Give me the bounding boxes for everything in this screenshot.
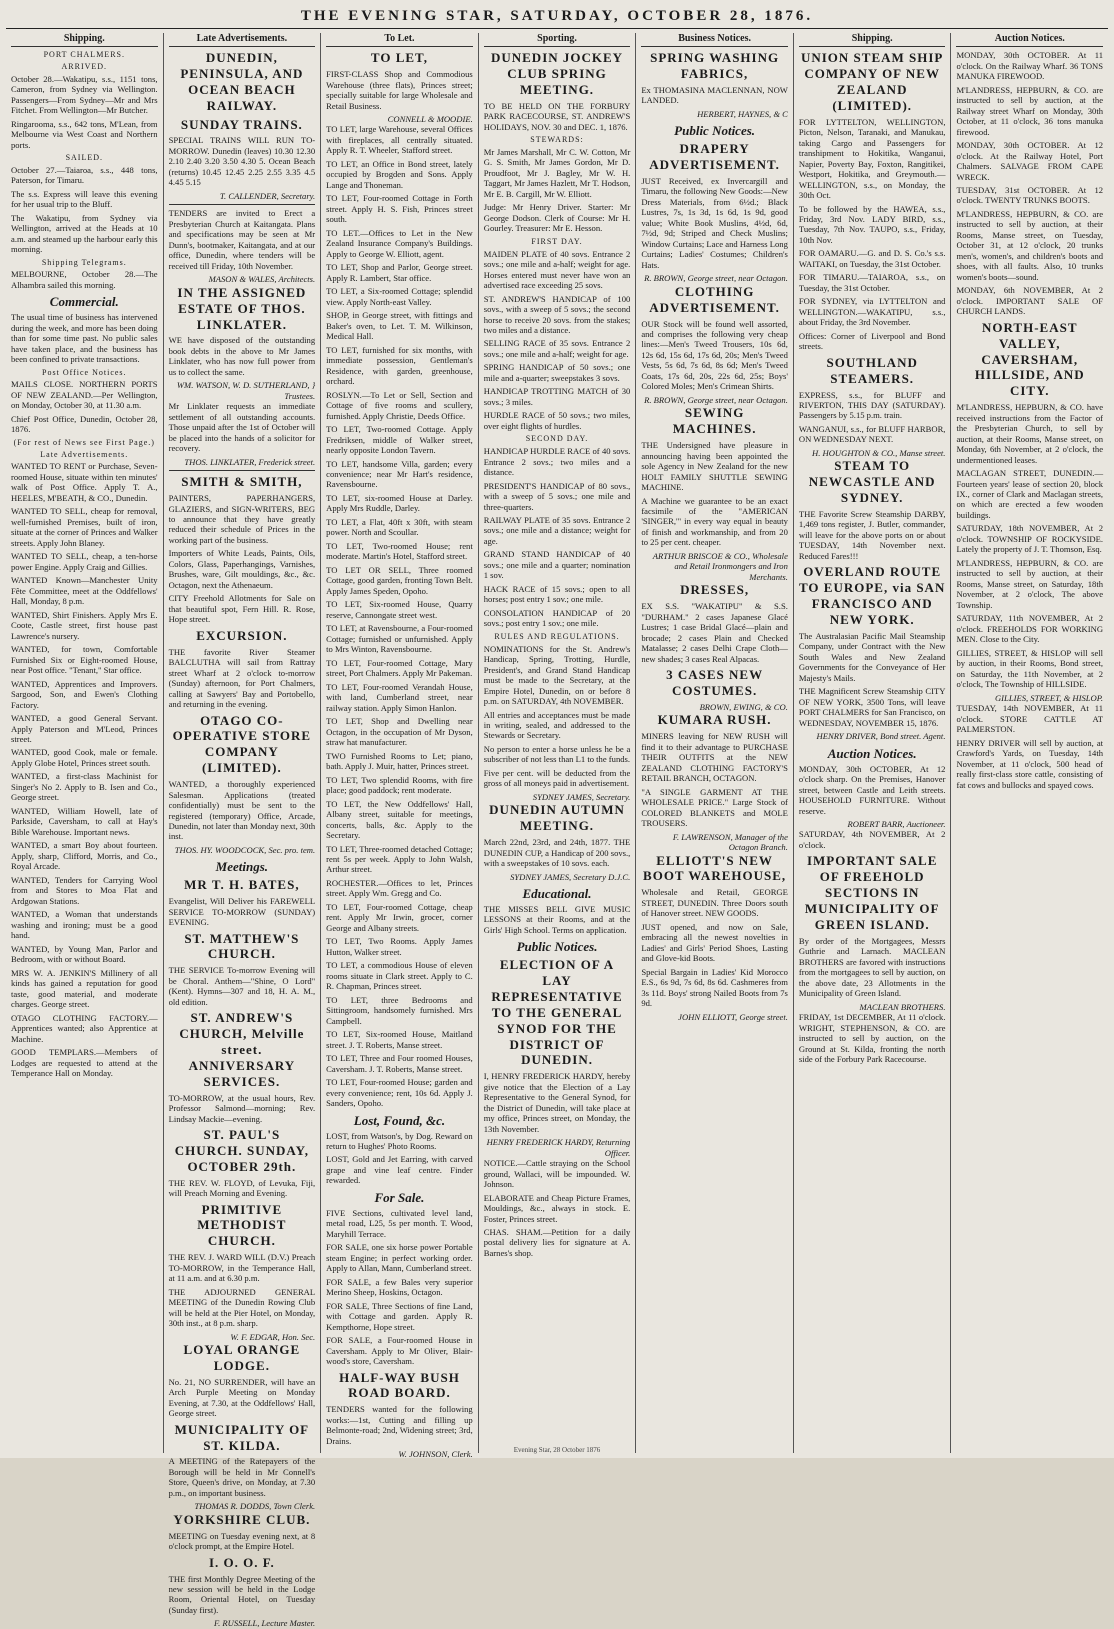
column-heading: Late Advertisements. (169, 33, 316, 47)
advert-text: TO LET OR SELL, Three roomed Cottage, good garden, fronting Town Belt. Apply James Speden, Opoho. (326, 564, 473, 596)
advert-text: TO LET, Six-roomed House, Quarry reserve, Cannongate street west. (326, 599, 473, 620)
advert-text: FOR SALE, a Four-roomed House in Caversham. Apply to Mr Oliver, Blair-wood's store, Caversham. (326, 1335, 473, 1367)
advert-headline-block (169, 474, 316, 490)
column-3 (321, 33, 479, 1460)
section-heading: Public Notices. (516, 939, 598, 955)
advert-text: HANDICAP TROTTING MATCH of 30 sovs.; 3 miles. (483, 386, 631, 407)
advert-text: THE ADJOURNED GENERAL MEETING of the Dunedin Rowing Club will be held at the Pier Hotel, on Monday, 30th inst., at 8 p.m. sharp. (168, 1286, 316, 1329)
advert-text: TENDERS wanted for the following works:—1st, Cutting and filling up Belmonte-road; 2nd, Widening street; 3rd, Drains. (326, 1404, 473, 1446)
advert-text: THE first Monthly Degree Meeting of the new session will be held in the Lodge Room, Oriental Hotel, on Tuesday (Sunday first). (168, 1573, 316, 1615)
advert-headline-block (641, 667, 788, 699)
advert-signature: W. JOHNSON, Clerk. (398, 1449, 473, 1460)
advert-text: A MEETING of the Ratepayers of the Borough will be held in Mr Connell's Store, Queen's drive, on Monday, at 7.30 p.m., on important business. (168, 1456, 316, 1498)
advert-text: SPRING HANDICAP of 50 sovs.; one mile and a-quarter; sweepstakes 3 sovs. (483, 362, 631, 383)
masthead-title: THE EVENING STAR, SATURDAY, OCTOBER 28, 1876. (300, 7, 814, 24)
advert-text: ROSLYN.—To Let or Sell, Section and Cottage of five rooms and scullery, furnished. Apply Christie, Deeds Office. (326, 389, 473, 421)
advert-text: Chief Post Office, Dunedin, October 28, 1876. (11, 413, 158, 435)
advert-headline: ELECTION OF A LAY REPRESENTATIVE TO THE GENERAL SYNOD FOR THE DISTRICT OF DUNEDIN. (491, 957, 623, 1068)
advert-signature: H. HOUGHTON & CO., Manse street. (812, 447, 946, 458)
advert-text: SPECIAL TRAINS WILL RUN TO-MORROW. Dunedin (leaves) 10.30 12.30 2.10 2.40 3.20 3.50 4.30 5. Ocean Beach (returns) 10.45 12.45 2.25 2.55 3.35 4.5 4.45 5.15 (168, 135, 316, 188)
subheading: (For rest of News see First Page.) (13, 437, 155, 447)
advert-headline-block (641, 582, 788, 598)
advert-text: TO LET, Four-roomed Cottage, Mary street, Port Chalmers. Apply Mr Pakeman. (326, 657, 473, 679)
advert-signature: R. BROWN, George street, near Octagon. (644, 273, 788, 284)
advert-text: THE REV. W. FLOYD, of Levuka, Fiji, will Preach Morning and Evening. (168, 1177, 316, 1199)
advert-text: WANTED, a thoroughly experienced Salesman. Applications (treated confidentially) must be sent to the registered (temporary) Office, Arcade, Dunedin, not later than Monday next, 30th inst. (168, 779, 316, 842)
subheading: PORT CHALMERS. (43, 50, 125, 60)
advert-text: October 28.—Wakatipu, s.s., 1151 tons, Cameron, from Sydney via Wellington. Passengers—From Sydney—Mr and Mrs Fitchet. From Wellington—Mr Butcher. (11, 73, 158, 116)
advert-text: TO LET, Two-roomed House; rent moderate. Martin's Hotel, Stafford street. (326, 540, 473, 562)
advert-text: M'LANDRESS, HEPBURN, & CO. are instructed to sell by auction, at their Rooms, Manse street, on Saturday, 18th November, at 2 o'clock, The above Township. (956, 557, 1104, 610)
advert-text: EX S.S. "WAKATIPU" & S.S. "DURHAM." 2 cases Japanese Glacé Lustres; 1 case Bridal Glacé—plain and brocade; 2 cases Plain and Checked Matalasse; 2 cases Delhi Crape Cloth—new shades; 3 cases Real Alpacas. (641, 601, 788, 664)
advert-headline-block (641, 141, 788, 173)
advert-text: WANTED, Tenders for Carrying Wool from and Stores to Moa Flat and Ardgowan Stations. (11, 874, 158, 906)
advert-text: WANTED TO RENT or Purchase, Seven-roomed House, situate within ten minutes' walk of Post Office. Apply T. A., HEELES, M'BEATH, & CO., Dunedin. (11, 461, 158, 503)
column-7 (951, 33, 1108, 1453)
section-heading: For Sale. (374, 1189, 425, 1205)
advert-text: GOOD TEMPLARS.—Members of Lodges are requested to attend at the Temperance Hall on Monday. (11, 1047, 158, 1079)
advert-text: HANDICAP HURDLE RACE of 40 sovs. Entrance 2 sovs.; two miles and a distance. (483, 446, 631, 478)
advert-headline-block (641, 50, 788, 82)
advert-text: TO LET, Two Rooms. Apply James Hutton, Walker street. (326, 936, 473, 957)
advert-headline-block (799, 50, 946, 113)
advert-text: All entries and acceptances must be made in writing, sealed, and addressed to the Stewards or Secretary. (483, 709, 631, 741)
advert-headline-block (641, 284, 788, 316)
advert-signature: HENRY DRIVER, Bond street. Agent. (816, 731, 946, 742)
advert-headline: OVERLAND ROUTE TO EUROPE, via SAN FRANCISCO AND NEW YORK. (799, 564, 946, 627)
advert-text: SHOP, in George street, with fittings and Baker's oven, to Let. T. M. Wilkinson, Medical Hall. (326, 310, 473, 342)
advert-text: HACK RACE of 15 sovs.; open to all horses; post entry 1 sov.; one mile. (483, 583, 631, 605)
advert-text: WANTED, by Young Man, Parlor and Bedroom, with or without Board. (11, 943, 158, 965)
advert-text: OUR Stock will be found well assorted, and comprises the following very cheap lines:—Men's Tweed Trousers, 10s 6d, 12s 6d, 15s 6d, 17s 6d, 20s; Men's Tweed Vests, 5s 6d, 7s 6d, 8s 6d; Men's Tweed Coats, 17s 6d, 20s, 22s 6d, 25s; Boys' Colored Moles; Men's Crimean Shirts. (641, 318, 788, 392)
advert-text: THE Favorite Screw Steamship DARBY, 1,469 tons register, J. Butler, commander, will leave for the above ports on or about TUESDAY, 14th November next. Reduced Fares!!! (798, 509, 946, 561)
advert-headline: UNION STEAM SHIP COMPANY OF NEW ZEALAND (LIMITED). (800, 50, 944, 113)
advert-text: TO LET, Four-roomed Verandah House, with land, Cumberland street, near railway station. Apply Simon Hanlon. (326, 681, 473, 713)
advert-text: CONSOLATION HANDICAP of 20 sovs.; post entry 1 sov.; one mile. (483, 607, 631, 629)
advert-text: SATURDAY, 11th NOVEMBER, At 2 o'clock. FREEHOLDS FOR WORKING MEN. Close to the City. (956, 613, 1104, 645)
advert-text: ELABORATE and Cheap Picture Frames, Mouldings, &c., always in stock. E. Foster, Princes street. (483, 1192, 631, 1224)
advert-headline-block (169, 1342, 316, 1374)
advert-text: PAINTERS, PAPERHANGERS, GLAZIERS, and SIGN-WRITERS, BEG to announce that they have greatly reduced their schedule of Prices in the working part of the business. (168, 493, 316, 545)
advert-headline: SUNDAY TRAINS. (180, 116, 303, 132)
advert-headline-block (799, 853, 946, 932)
advert-headline-block (641, 712, 788, 728)
advert-signature: HERBERT, HAYNES, & C (697, 108, 788, 119)
advert-text: WANTED Known—Manchester Unity Fête Committee, meet at the Oddfellows' Hall, Monday, 8 p.m. (11, 575, 158, 607)
advert-text: TO LET, furnished for six months, with immediate possession, Gentleman's Residence, with garden, greenhouse, orchard. (326, 344, 473, 387)
advert-headline: ST. MATTHEW'S CHURCH. (184, 930, 300, 962)
advert-text: TO LET, Four-roomed Cottage, cheap rent. Apply Mr Irwin, grocer, corner George and Albany streets. (326, 901, 473, 933)
advert-text: No person to enter a horse unless he be a subscriber of not less than L1 to the funds. (483, 743, 631, 765)
advert-signature: ROBERT BARR, Auctioneer. (847, 818, 946, 829)
advert-headline: DUNEDIN AUTUMN MEETING. (489, 802, 625, 834)
advert-text: MELBOURNE, October 28.—The Alhambra sailed this morning. (11, 269, 158, 290)
subheading: Shipping Telegrams. (41, 257, 127, 267)
advert-text: THE Magnificent Screw Steamship CITY OF NEW YORK, 3500 Tons, will leave PORT CHALMERS for San Francisco, on WEDNESDAY, NOVEMBER 15, 1876. (798, 686, 946, 728)
advert-text: March 22nd, 23rd, and 24th, 1877. THE DUNEDIN CUP, a Handicap of 200 sovs., with a sweepstakes of 10 sovs. each. (483, 837, 631, 869)
advert-text: FOR TIMARU.—TAIAROA, s.s., on Tuesday, the 31st October. (798, 272, 946, 293)
advert-text: The Australasian Pacific Mail Steamship Company, under Contract with the New South Wales and New Zealand Governments for the Conveyance of Her Majesty's Mails. (798, 630, 946, 683)
advert-text: By order of the Mortgagees, Messrs Guthrie and Larnach. MACLEAN BROTHERS are favored with instructions from the mortgagees to sell by auction, on the above date, 23 Allotments in the Municipality of Green Island. (798, 935, 946, 999)
advert-headline-block (956, 320, 1103, 399)
advert-text: No. 21, NO SURRENDER, will have an Arch Purple Meeting on Monday Evening, at 7.30, at the Oddfellows' Hall, George street. (168, 1376, 316, 1419)
advert-headline-block (169, 1127, 316, 1175)
advert-headline-block (169, 1202, 316, 1250)
advert-text: WANGANUI, s.s., for BLUFF HARBOR, ON WEDNESDAY NEXT. (798, 423, 946, 445)
advert-text: JUST Received, ex Invercargill and Timaru, the following New Goods:—New Dress Materials, from 6½d.; Black Lustres, 7s, 1s 3d, 1s 6d, 1s 9d, good value; White Book Muslins, 4½d, 6d, 7½d, 9d; Striped and Check Muslins; Window Curtains; Lace and Harness Long Curtains; Ladies' Costumes; Children's Hats. (641, 175, 788, 270)
advert-headline: PRIMITIVE METHODIST CHURCH. (197, 1201, 287, 1249)
advert-headline: DRESSES, (680, 582, 750, 598)
advert-text: TO LET, the New Oddfellows' Hall, Albany street, suitable for meetings, concerts, balls, &c. Apply to the Secretary. (326, 798, 473, 841)
advert-text: WANTED, Shirt Finishers. Apply Mrs E. Coote, Castle street, first house past Lawrence's nursery. (11, 609, 158, 641)
advert-headline: ST. PAUL'S CHURCH. SUNDAY, OCTOBER 29th. (174, 1127, 310, 1174)
advert-text: OTAGO CLOTHING FACTORY.—Apprentices wanted; also Apprentice at Machine. (11, 1012, 158, 1044)
advert-text: WE have disposed of the outstanding book debts in the above to Mr James Linklater, who has now full power from us to collect the same. (168, 335, 316, 377)
advert-signature: ARTHUR BRISCOE & CO., Wholesale and Retail Ironmongers and Iron Merchants. (652, 550, 788, 582)
advert-headline-block (799, 564, 946, 627)
advert-text: NOMINATIONS for the St. Andrew's Handicap, Spring, Trotting, Hurdle, President's, and Grand Stand Handicap must be made to the Secretary, at the Empire Hotel, Dunedin, on or before 8 p.m. on SATURDAY, 4th NOVEMBER. (483, 643, 631, 707)
divider (169, 470, 316, 471)
advert-text: MACLAGAN STREET, DUNEDIN.—Fourteen years' lease of section 20, block IX., corner of Clark and Maclagan streets, on which are erected a few wooden buildings. (956, 468, 1104, 520)
advert-headline: I. O. O. F. (208, 1554, 275, 1570)
advert-text: PRESIDENT'S HANDICAP of 80 sovs., with a sweep of 5 sovs.; one mile and three-quarters. (483, 480, 631, 512)
advert-headline: DUNEDIN JOCKEY CLUB SPRING MEETING. (490, 50, 624, 97)
page-footer: Evening Star, 28 October 1876 (513, 1446, 601, 1454)
section-heading: Meetings. (215, 859, 269, 875)
advert-text: NOTICE.—Cattle straying on the School ground, Wallaci, will be impounded. W. Johnson. (483, 1158, 631, 1190)
column-5 (636, 33, 794, 1453)
advert-headline-block (169, 1010, 316, 1089)
column-1 (6, 33, 164, 1453)
advert-text: TO LET, Two-roomed Cottage. Apply Fredriksen, middle of Walker street, nearly opposite London Tavern. (326, 424, 473, 456)
advert-text: TO LET, Shop and Dwelling near Octagon, in the occupation of Mr Dyson, straw hat manufacturer. (326, 716, 473, 748)
advert-text: October 27.—Taiaroa, s.s., 448 tons, Paterson, for Timaru. (11, 164, 158, 186)
subheading: Post Office Notices. (42, 367, 127, 377)
advert-text: THE MISSES BELL GIVE MUSIC LESSONS at their Rooms, and at the Girls' High School. Terms on application. (483, 903, 631, 935)
advert-headline-block (641, 405, 788, 437)
advert-text: Judge: Mr Henry Driver. Starter: Mr George Dodson. Clerk of Course: Mr H. Gourley. Treasurer: Mr E. Hesson. (483, 202, 631, 234)
advert-signature: GILLIES, STREET, & HISLOP. (994, 692, 1104, 703)
advert-text: TO LET, Two splendid Rooms, with fire place; good paddock; rent moderate. (326, 774, 473, 796)
advert-text: The s.s. Express will leave this evening for her usual trip to the Bluff. (11, 188, 158, 210)
advert-headline-block (484, 802, 631, 834)
advert-headline: MR T. H. BATES, (184, 877, 300, 893)
subheading: SAILED. (65, 153, 104, 163)
advert-headline-block (169, 1512, 316, 1528)
advert-text: TO LET, a Six-roomed Cottage; splendid view. Apply North-east Valley. (326, 286, 473, 307)
advert-text: FOR SALE, one six horse power Portable steam Engine; in perfect working order. Apply to Allan, Mann, Cumberland street. (326, 1242, 473, 1274)
advert-text: TO LET, six-roomed House at Darley. Apply Mrs Ruddle, Darley. (326, 492, 473, 514)
advert-headline: LOYAL ORANGE LODGE. (183, 1342, 301, 1373)
advert-text: Ex THOMASINA MACLENNAN, NOW LANDED. (641, 84, 788, 106)
advert-text: WANTED, a first-class Machinist for Singer's No 2. Apply to B. Isen and Co., George street. (11, 771, 158, 803)
advert-signature: R. BROWN, George street, near Octagon. (644, 394, 788, 405)
column-6 (794, 33, 952, 1453)
advert-text: THE SERVICE To-morrow Evening will be Choral. Anthem—"Shine, O Lord" (Kent). Hymns—307 and 18, H. A. M., old edition. (168, 965, 316, 1007)
advert-text: Evangelist, Will Deliver his FAREWELL SERVICE TO-MORROW (SUNDAY) EVENING. (168, 896, 316, 928)
advert-text: The usual time of business has intervened during the week, and more has been doing than for some time past. No public sales have taken place, and the business has been confined to private transactions. (11, 312, 158, 365)
advert-text: MINERS leaving for NEW RUSH will find it to their advantage to PURCHASE THEIR OUTFITS at the NEW ZEALAND CLOTHING FACTORY'S RETAIL BRANCH, OCTAGON. (641, 731, 788, 784)
advert-text: MONDAY, 30th OCTOBER. At 12 o'clock. At the Railway Hotel, Port Chalmers. SALVAGE FROM CAPE WRECK. (956, 140, 1104, 182)
advert-headline: ELLIOTT'S NEW BOOT WAREHOUSE, (643, 852, 787, 884)
advert-text: Mr James Marshall, Mr C. W. Cotton, Mr G. S. Smith, Mr James Gordon, Mr D. Proudfoot, Mr J. Bagley, Mr W. H. Taggart, Mr James Hazlett, Mr T. Hodson, Mr E. B. Cargill, Mr W. Elliott. (483, 146, 631, 199)
subheading: STEWARDS: (530, 135, 584, 145)
masthead (6, 4, 1108, 29)
advert-headline: STEAM TO NEWCASTLE AND SYDNEY. (808, 458, 936, 506)
advert-headline: SMITH & SMITH, (181, 474, 303, 490)
advert-text: TO LET, Three and Four roomed Houses, Caversham. J. T. Roberts, Manse street. (326, 1053, 473, 1074)
advert-signature: MASON & WALES, Architects. (208, 274, 316, 285)
advert-text: TO-MORROW, at the usual hours, Rev. Professor Salmond—morning; Rev. Lindsay Mackie—evening. (168, 1092, 316, 1124)
advert-text: Ringarooma, s.s., 642 tons, M'Lean, from Melbourne via West Coast and Northern ports. (11, 118, 158, 150)
advert-text: MAIDEN PLATE of 40 sovs. Entrance 2 sovs.; one mile and a-half; weight for age. Horses entered must never have won an advertised race exceeding 25 sovs. (483, 248, 631, 291)
advert-text: WANTED, a Woman that understands washing and ironing; must be a good hand. (11, 909, 158, 941)
advert-headline: TO LET, (370, 50, 428, 66)
advert-signature: THOMAS R. DODDS, Town Clerk. (194, 1501, 316, 1512)
advert-headline: EXCURSION. (196, 627, 288, 643)
advert-text: ST. ANDREW'S HANDICAP of 100 sovs., with a sweep of 5 sovs.; the second horse to receive 20 sovs. from the stakes; two miles and a distance. (483, 293, 631, 335)
advert-signature: BROWN, EWING, & CO. (699, 701, 788, 712)
advert-text: SATURDAY, 4th NOVEMBER, At 2 o'clock. (798, 829, 946, 850)
advert-text: TUESDAY, 31st OCTOBER. At 12 o'clock. TWENTY TRUNKS BOOTS. (956, 185, 1104, 206)
advert-text: EXPRESS, s.s., for BLUFF and RIVERTON, THIS DAY (SATURDAY). Passengers by 5.15 p.m. train. (798, 389, 946, 421)
advert-text: FOR OAMARU.—G. and D. S. Co.'s s.s. WAITAKI, on Tuesday, the 31st October. (798, 248, 946, 269)
advert-headline: CLOTHING ADVERTISEMENT. (649, 283, 780, 315)
advert-headline-block (326, 50, 473, 66)
advert-text: ROCHESTER.—Offices to let, Princes street. Apply Wm. Gregg and Co. (326, 877, 473, 899)
section-heading: Public Notices. (674, 123, 756, 139)
subheading: RULES AND REGULATIONS. (494, 631, 620, 641)
advert-headline-block (169, 1555, 316, 1571)
advert-text: TO LET, Six-roomed House, Maitland street. J. T. Roberts, Manse street. (326, 1029, 473, 1050)
advert-text: SELLING RACE of 35 sovs. Entrance 2 sovs.; one mile and a-half; weight for age. (483, 338, 631, 359)
advert-text: WANTED, William Howell, late of Parkside, Caversham, to call at Hay's Bible Warehouse. Important news. (11, 805, 158, 837)
advert-signature: MACLEAN BROTHERS. (859, 1001, 946, 1012)
advert-headline: IMPORTANT SALE OF FREEHOLD SECTIONS IN MUNICIPALITY OF GREEN ISLAND. (804, 853, 940, 932)
advert-signature: F. LAWRENSON, Manager of the Octagon Branch. (672, 831, 788, 853)
advert-text: CITY Freehold Allotments for Sale on that beautiful spot, Fern Hill. R. Rose, Hope street. (168, 593, 316, 625)
advert-headline: NORTH-EAST VALLEY, CAVERSHAM, HILLSIDE, AND CITY. (974, 319, 1085, 399)
advert-headline-block (799, 458, 946, 506)
section-heading: Auction Notices. (827, 745, 917, 761)
advert-text: Offices: Corner of Liverpool and Bond streets. (798, 330, 946, 352)
column-heading: Sporting. (484, 33, 631, 47)
advert-signature: THOS. HY. WOODCOCK, Sec. pro. tem. (174, 844, 316, 855)
advert-headline: SEWING MACHINES. (672, 405, 757, 437)
section-heading: Lost, Found, &c. (353, 1112, 446, 1128)
advert-text: TO LET, a Flat, 40ft x 30ft, with steam power. North and Scoullar. (326, 516, 473, 538)
advert-text: TO LET.—Offices to Let in the New Zealand Insurance Company's Buildings. Apply to George W. Elliott, agent. (326, 227, 473, 259)
advert-text: The Wakatipu, from Sydney via Wellington, arrived at the Heads at 10 a.m. and steamed up the harbour early this morning. (11, 212, 158, 255)
advert-signature: CONNELL & MOODIE. (387, 113, 473, 124)
column-heading: Auction Notices. (956, 33, 1103, 47)
column-heading: To Let. (326, 33, 473, 47)
advert-text: TO LET, Shop and Parlor, George street. Apply R. Lambert, Star office. (326, 262, 473, 283)
advert-text: WANTED TO SELL, cheap for removal, well-furnished Premises, built of iron, situate at the corner of Princes and Walker streets. Apply John Blaney. (11, 506, 158, 548)
advert-text: TO LET, handsome Villa, garden; every convenience; near Mr Hart's residence, Ravensbourne. (326, 458, 473, 490)
advert-signature: SYDNEY JAMES, Secretary. (532, 791, 631, 802)
advert-text: MRS W. A. JENKIN'S Millinery of all kinds has gained a reputation for good taste, good material, and moderate charges. George street. (11, 967, 158, 1010)
advert-text: TO LET, Four-roomed House; garden and every convenience; rent, 10s 6d. Apply J. Sanders, Opoho. (326, 1077, 473, 1109)
advert-text: M'LANDRESS, HEPBURN, & CO. have received instructions from the Factor of the Presbyterian Church, to sell by auction, at their Rooms, Manse street, on Monday, 6th November, at 2 o'clock, the undermentioned leases. (956, 402, 1104, 465)
advert-headline: SPRING WASHING FABRICS, (650, 50, 780, 82)
advert-signature: HENRY FREDERICK HARDY, Returning Officer. (486, 1137, 631, 1158)
section-heading: Commercial. (49, 294, 119, 310)
advert-text: MONDAY, 30th OCTOBER. At 11 o'clock. On the Railway Wharf. 36 TONS MANUKA FIREWOOD. (956, 50, 1104, 82)
divider (169, 204, 316, 205)
advert-text: THE favorite River Steamer BALCLUTHA will sail from Rattray street Wharf at 2 o'clock to-morrow (Sunday) afternoon, for Port Chalmers, calling at Sawyers' Bay and Portobello, and returning in the evening. (168, 646, 316, 710)
advert-text: HENRY DRIVER will sell by auction, at Crawford's Yards, on Tuesday, 14th November, at 11 o'clock, 500 head of really first-class store cattle, consisting of fat cows and bullocks and spayed cows. (956, 737, 1104, 790)
advert-signature: W. F. EDGAR, Hon. Sec. (230, 1331, 316, 1342)
advert-text: TO LET, large Warehouse, several Offices with fireplaces, all centrally situated. Apply R. T. Wheeler, Stafford street. (326, 124, 473, 156)
advert-text: CHAS. SHAM.—Petition for a daily postal delivery lies for signature at A. Barnes's shop. (483, 1227, 631, 1258)
advert-headline: ST. ANDREW'S CHURCH, Melville street. ANNIVERSARY SERVICES. (179, 1010, 305, 1089)
advert-text: TUESDAY, 14th NOVEMBER, At 11 o'clock. STORE CATTLE AT PALMERSTON. (956, 703, 1104, 735)
advert-headline: HALF-WAY BUSH ROAD BOARD. (339, 1369, 460, 1401)
advert-headline-block (169, 50, 316, 113)
advert-text: FIRST-CLASS Shop and Commodious Warehouse (three flats), Princes street; specially suitable for large Wholesale and Retail Business. (326, 69, 473, 111)
advert-headline: KUMARA RUSH. (657, 712, 772, 728)
advert-text: M'LANDRESS, HEPBURN, & CO. are instructed to sell by auction, at the Railway street Wharf on Monday, 30th October, at 11 o'clock, 36 tons manuka firewood. (956, 84, 1104, 137)
advert-text: RAILWAY PLATE of 35 sovs. Entrance 2 sovs.; one mile and a distance; weight for age. (483, 515, 631, 546)
advert-text: TWO Furnished Rooms to Let; piano, bath. Apply J. Muir, hatter, Princes street. (326, 750, 473, 772)
advert-text: "A SINGLE GARMENT AT THE WHOLESALE PRICE." Large Stock of COLORED BLANKETS and MOLE TROUSERS. (641, 786, 788, 829)
advert-text: GRAND STAND HANDICAP of 40 sovs.; one mile and a quarter; nomination 1 sov. (483, 549, 631, 581)
subheading: SECOND DAY. (525, 434, 589, 444)
column-heading: Business Notices. (641, 33, 788, 47)
advert-text: SATURDAY, 18th NOVEMBER, At 2 o'clock. TOWNSHIP OF ROCKYSIDE. Lately the property of J. T. Thomson, Esq. (956, 523, 1104, 555)
advert-headline-block (484, 50, 631, 98)
advert-text: FIVE Sections, cultivated level land, metal road, L25, 5s per month. T. Wood, Maryhill Terrace. (326, 1207, 473, 1239)
advert-text: I, HENRY FREDERICK HARDY, hereby give notice that the Election of a Lay Representative to the General Synod, for the District of Dunedin, will take place at my office, Princes street, on Monday, the 13th November. (483, 1071, 631, 1134)
column-heading: Shipping. (11, 33, 158, 47)
advert-text: TO LET, Three-roomed detached Cottage; rent 5s per week. Apply to John Walsh, Arthur street. (326, 843, 473, 875)
advert-text: TO LET, Four-roomed Cottage in Forth street. Apply H. S. Fish, Princes street south. (326, 193, 473, 225)
advert-text: TO LET, an Office in Bond street, lately occupied by Brogden and Sons. Apply Lange and Thoneman. (326, 158, 473, 190)
advert-text: LOST, Gold and Jet Earring, with carved grape and vine leaf centre. Finder rewarded. (326, 1154, 473, 1186)
advert-text: MONDAY, 6th NOVEMBER, At 2 o'clock. IMPORTANT SALE OF CHURCH LANDS. (956, 285, 1104, 317)
advert-text: WANTED, a good General Servant. Apply Paterson and M'Leod, Princes street. (11, 713, 158, 744)
advert-headline: SOUTHLAND STEAMERS. (826, 354, 918, 386)
columns-container (6, 33, 1108, 1629)
advert-text: WANTED, good Cook, male or female. Apply Globe Hotel, Princes street south. (11, 747, 158, 768)
section-heading: Educational. (522, 886, 592, 902)
advert-text: THE Undersigned have pleasure in announcing having been appointed the sole Agency in New Zealand for the new HOLT FAMILY SHUTTLE SEWING MACHINE. (641, 440, 788, 493)
advert-text: Special Bargain in Ladies' Kid Morocco E.S., 6s 9d, 7s 6d, 8s 6d. Cashmeres from 3s 11d. Boys' strong Nailed Boots from 7s 9d. (641, 966, 788, 1009)
advert-text: TO LET, three Bedrooms and Sittingroom, handsomely furnished. Mrs Campbell. (326, 994, 473, 1026)
advert-headline: 3 CASES NEW COSTUMES. (666, 667, 764, 699)
advert-text: TO LET, a commodious House of eleven rooms situate in Clark street. Apply to C. R. Chapman, Princes street. (326, 960, 473, 992)
advert-text: WANTED, for town, Comfortable Furnished Six or Eight-roomed House, near Post office. "Tenant," Star office. (11, 644, 158, 676)
advert-headline: YORKSHIRE CLUB. (173, 1511, 311, 1527)
advert-text: MEETING on Tuesday evening next, at 8 o'clock prompt, at the Empire Hotel. (168, 1530, 316, 1552)
advert-headline-block (641, 853, 788, 885)
advert-headline-block (799, 355, 946, 387)
advert-text: LOST, from Watson's, by Dog. Reward on return to Hughes' Photo Rooms. (326, 1130, 473, 1151)
advert-headline-block (169, 713, 316, 776)
advert-text: FOR LYTTELTON, WELLINGTON, Picton, Nelson, Taranaki, and Manukau, taking Cargo and Passengers for transhipment to Hokitika, Wanganui, Napier, Poverty Bay, Foxton, Rangitikei, Westport, Hokitika, and Greymouth.—WELLINGTON, s.s., on Monday, the 30th Oct. (798, 116, 946, 201)
advert-text: HURDLE RACE of 50 sovs.; two miles, over eight flights of hurdles. (483, 410, 631, 431)
advert-headline: DRAPERY ADVERTISEMENT. (649, 141, 780, 173)
advert-signature: THOS. LINKLATER, Frederick street. (184, 456, 316, 467)
advert-text: Mr Linklater requests an immediate settlement of all outstanding accounts. Those unpaid after the 1st of October will be placed into the hands of a solicitor for recovery. (168, 401, 316, 454)
column-heading: Shipping. (799, 33, 946, 47)
advert-text: JUST opened, and now on Sale, embracing all the newest novelties in Ladies' and Girls' Period Shoes, Lasting and Glove-kid Boots. (641, 921, 788, 964)
advert-text: To be followed by the HAWEA, s.s., Friday, 3rd Nov. LADY BIRD, s.s., Tuesday, 7th Nov. TAUPO, s.s., Friday, 10th Nov. (798, 203, 946, 245)
advert-text: FOR SALE, a few Bales very superior Merino Sheep, Hoskins, Octagon. (326, 1276, 473, 1298)
advert-signature: JOHN ELLIOTT, George street. (678, 1011, 788, 1022)
column-4 (479, 33, 637, 1453)
advert-headline-block (169, 877, 316, 893)
advert-text: GILLIES, STREET, & HISLOP will sell by auction, in their Rooms, Bond street, on Saturday, the 11th November, at 2 o'clock, The Township of HILLSIDE. (956, 647, 1104, 690)
advert-signature: WM. WATSON, W. D. SUTHERLAND, } Trustees. (176, 380, 316, 401)
column-2 (164, 33, 322, 1629)
subheading: Late Advertisements. (40, 449, 129, 459)
advert-text: FOR SYDNEY, via LYTTELTON and WELLINGTON.—WAKATIPU, s.s., about Friday, the 3rd November. (798, 296, 946, 328)
advert-text: WANTED, a smart Boy about fourteen. Apply, sharp, Clifford, Morris, and Co., Royal Arcade. (11, 840, 158, 872)
advert-text: WANTED, Apprentices and Improvers. Sargood, Son, and Ewen's Clothing Factory. (11, 678, 158, 710)
advert-text: Wholesale and Retail, GEORGE STREET, DUNEDIN. Three Doors south of Hanover street. NEW GOODS. (641, 887, 788, 919)
subheading: FIRST DAY. (531, 236, 583, 246)
advert-signature: F. RUSSELL, Lecture Master. (213, 1618, 316, 1629)
advert-headline: MUNICIPALITY OF ST. KILDA. (174, 1421, 310, 1453)
advert-headline-block (169, 931, 316, 963)
advert-headline-block (484, 957, 631, 1068)
advert-headline: IN THE ASSIGNED ESTATE OF THOS. LINKLATER. (177, 284, 307, 332)
advert-text: FOR SALE, Three Sections of fine Land, with Cottage and garden. Apply R. Kempthorne, Hope street. (326, 1300, 473, 1332)
advert-headline-block (169, 285, 316, 333)
advert-signature: SYDNEY JAMES, Secretary D.J.C. (510, 871, 631, 882)
advert-headline-block (169, 117, 316, 133)
advert-text: Five per cent. will be deducted from the gross of all moneys paid in advertisement. (483, 767, 631, 789)
advert-text: Importers of White Leads, Paints, Oils, Colors, Glass, Paperhangings, Varnishes, Brushes, ware, Gilt mouldings, &c., &c. Octagon, next the Athenaeum. (168, 548, 316, 590)
advert-text: MONDAY, 30th OCTOBER, At 12 o'clock sharp. On the Premises, Hanover street, between Castle and Leith streets. HOUSEHOLD FURNITURE. Without reserve. (798, 763, 946, 816)
advert-headline-block (169, 628, 316, 644)
advert-text: TENDERS are invited to Erect a Presbyterian Church at Kaitangata. Plans and specifications may be seen at Mr Dunn's, bootmaker, Kaitangata, and at our office, Dunedin, where tenders will be received till Friday, 10th November. (168, 208, 316, 271)
advert-text: M'LANDRESS, HEPBURN, & CO. are instructed to sell by auction, at their Rooms, Manse street, on Tuesday, October 31, at 12 o'clock, 20 trunks men's, women's, and children's boots and shoes, with all faults. Also, 10 trunks women's boots—sound. (956, 208, 1104, 282)
advert-text: THE REV. J. WARD WILL (D.V.) Preach TO-MORROW, in the Temperance Hall, at 11 a.m. and at 6.30 p.m. (168, 1252, 316, 1284)
advert-headline-block (326, 1370, 473, 1402)
subheading: ARRIVED. (61, 61, 108, 71)
advert-text: MAILS CLOSE. NORTHERN PORTS OF NEW ZEALAND.—Per Wellington, on Monday, October 30, at 11.30 a.m. (11, 379, 158, 411)
advert-headline: DUNEDIN, PENINSULA, AND OCEAN BEACH RAILWAY. (180, 50, 304, 113)
advert-text: TO LET, at Ravensbourne, a Four-roomed Cottage; furnished or unfurnished. Apply to Mrs Winton, Ravensbourne. (326, 623, 473, 655)
advert-signature: T. CALLENDER, Secretary. (219, 190, 316, 201)
advert-text: A Machine we guarantee to be an exact facsimile of the "AMERICAN 'SINGER,'" in every way equal in beauty of finish and workmanship, and from 20 to 25 per cent. cheaper. (641, 495, 788, 548)
advert-headline: OTAGO CO-OPERATIVE STORE COMPANY (LIMITED). (172, 712, 312, 776)
advert-text: WANTED TO SELL, cheap, a ten-horse power Engine. Apply Craig and Gillies. (11, 551, 158, 572)
advert-text: TO BE HELD ON THE FORBURY PARK RACECOURSE, ST. ANDREW'S HOLIDAYS, NOV. 30 and DEC. 1, 1876. (483, 100, 631, 132)
advert-text: FRIDAY, 1st DECEMBER, At 11 o'clock. WRIGHT, STEPHENSON, & CO. are instructed to sell by auction, on the Ground at St. Kilda, fronting the north side of the Forbury Park Racecourse. (798, 1012, 946, 1065)
